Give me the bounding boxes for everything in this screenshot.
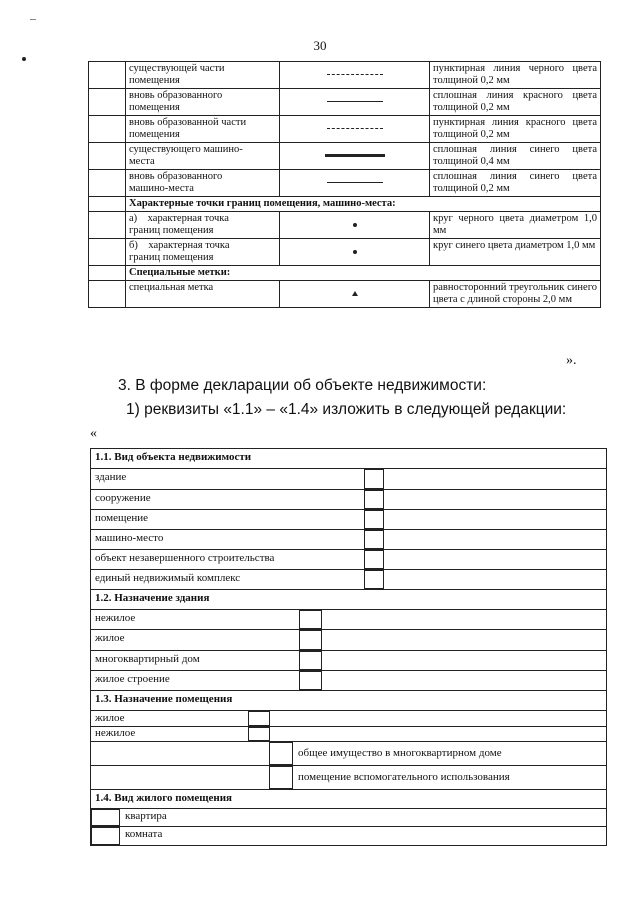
legend-desc: сплошная линия синего цвета толщиной 0,2 мм bbox=[430, 170, 601, 197]
legend-sample bbox=[280, 281, 430, 308]
section-1-2-header bbox=[91, 590, 606, 610]
form-row bbox=[91, 550, 606, 570]
legend-sample bbox=[280, 89, 430, 116]
option-label: жилое bbox=[95, 632, 125, 644]
legend-row bbox=[89, 143, 601, 170]
form-row bbox=[91, 727, 606, 742]
legend-section-row bbox=[89, 266, 601, 281]
legend-name: специальная метка bbox=[126, 281, 280, 308]
legend-sample bbox=[280, 170, 430, 197]
checkbox-complex[interactable] bbox=[364, 570, 384, 589]
checkbox-residential-structure[interactable] bbox=[299, 671, 322, 690]
legend-sample bbox=[280, 212, 430, 239]
scan-mark bbox=[30, 19, 36, 20]
checkbox-apartment-building[interactable] bbox=[299, 651, 322, 670]
checkbox-auxiliary-premises[interactable] bbox=[269, 766, 293, 789]
legend-row bbox=[89, 116, 601, 143]
paragraph-3: 3. В форме декларации об объекте недвижимости: bbox=[118, 377, 487, 394]
option-label: многоквартирный дом bbox=[95, 653, 200, 665]
form-row bbox=[91, 827, 606, 845]
legend-name: существующей части помещения bbox=[126, 62, 280, 89]
option-label: общее имущество в многоквартирном доме bbox=[298, 747, 502, 759]
legend-desc: круг черного цвета диаметром 1,0 мм bbox=[430, 212, 601, 239]
legend-row bbox=[89, 89, 601, 116]
form-row bbox=[91, 742, 606, 766]
checkbox-nonresidential-premises[interactable] bbox=[248, 727, 270, 741]
legend-name: вновь образованного машино-места bbox=[126, 170, 280, 197]
form-row bbox=[91, 530, 606, 550]
triangle-sample bbox=[352, 291, 358, 296]
form-row bbox=[91, 766, 606, 790]
option-label: нежилое bbox=[95, 727, 136, 739]
legend-desc: равносторонний треугольник синего цвета с длиной стороны 2,0 мм bbox=[430, 281, 601, 308]
legend-sample bbox=[280, 116, 430, 143]
section-title: 1.1. Вид объекта недвижимости bbox=[95, 451, 252, 463]
legend-desc: круг синего цвета диаметром 1,0 мм bbox=[430, 239, 601, 266]
section-1-3-header bbox=[91, 691, 606, 711]
legend-desc: пунктирная линия красного цвета толщиной 0,2 мм bbox=[430, 116, 601, 143]
form-row bbox=[91, 711, 606, 727]
scan-dot bbox=[22, 57, 26, 61]
option-label: помещение вспомогательного использования bbox=[298, 771, 510, 783]
option-label: единый недвижимый комплекс bbox=[95, 572, 241, 584]
declaration-form bbox=[90, 448, 607, 846]
legend-sample bbox=[280, 62, 430, 89]
option-label: объект незавершенного строительства bbox=[95, 552, 275, 564]
checkbox-common-property[interactable] bbox=[269, 742, 293, 765]
form-row bbox=[91, 510, 606, 530]
dashed-line-sample bbox=[327, 74, 383, 75]
legend-name: вновь образованной части помещения bbox=[126, 116, 280, 143]
option-label: квартира bbox=[125, 810, 167, 822]
legend-name: существующего машино- места bbox=[126, 143, 280, 170]
checkbox-parking[interactable] bbox=[364, 530, 384, 549]
legend-row bbox=[89, 281, 601, 308]
solid-line-sample bbox=[327, 101, 383, 102]
legend-blank-cell bbox=[89, 143, 126, 170]
solid-line-sample bbox=[327, 182, 383, 183]
legend-desc: пунктирная линия черного цвета толщиной 0,2 мм bbox=[430, 62, 601, 89]
option-label: машино-место bbox=[95, 532, 164, 544]
paragraph-1: 1) реквизиты «1.1» – «1.4» изложить в следующей редакции: bbox=[126, 401, 567, 418]
section-1-1-header bbox=[91, 449, 606, 469]
legend-sample bbox=[280, 143, 430, 170]
form-row bbox=[91, 469, 606, 490]
form-row bbox=[91, 570, 606, 590]
form-row bbox=[91, 809, 606, 827]
form-row bbox=[91, 490, 606, 510]
section-title: 1.2. Назначение здания bbox=[95, 592, 210, 604]
checkbox-room[interactable] bbox=[91, 827, 120, 845]
section-1-4-header bbox=[91, 790, 606, 809]
dashed-line-sample bbox=[327, 128, 383, 129]
legend-section-title: Характерные точки границ помещения, машино-места: bbox=[126, 197, 601, 212]
checkbox-building[interactable] bbox=[364, 469, 384, 489]
option-label: жилое bbox=[95, 712, 125, 724]
legend-row bbox=[89, 239, 601, 266]
checkbox-unfinished[interactable] bbox=[364, 550, 384, 569]
option-label: сооружение bbox=[95, 492, 151, 504]
section-title: 1.3. Назначение помещения bbox=[95, 693, 233, 705]
legend-blank-cell bbox=[89, 89, 126, 116]
page-number: 30 bbox=[313, 38, 327, 53]
option-label: жилое строение bbox=[95, 673, 170, 685]
checkbox-premises[interactable] bbox=[364, 510, 384, 529]
legend-sample bbox=[280, 239, 430, 266]
form-row bbox=[91, 630, 606, 651]
form-row bbox=[91, 651, 606, 671]
legend-desc: сплошная линия красного цвета толщиной 0,2 мм bbox=[430, 89, 601, 116]
option-label: здание bbox=[95, 471, 127, 483]
closing-quote: ». bbox=[566, 353, 577, 368]
legend-row bbox=[89, 170, 601, 197]
legend-name: б) характерная точка границ помещения bbox=[126, 239, 280, 266]
checkbox-structure[interactable] bbox=[364, 490, 384, 509]
legend-row bbox=[89, 212, 601, 239]
option-label: помещение bbox=[95, 512, 149, 524]
option-label: нежилое bbox=[95, 612, 136, 624]
legend-blank-cell bbox=[89, 62, 126, 89]
form-row bbox=[91, 671, 606, 691]
legend-desc: сплошная линия синего цвета толщиной 0,4 мм bbox=[430, 143, 601, 170]
legend-row bbox=[89, 62, 601, 89]
legend-table bbox=[88, 61, 601, 308]
dot-sample bbox=[353, 250, 357, 254]
checkbox-residential-building[interactable] bbox=[299, 630, 322, 650]
form-row bbox=[91, 610, 606, 630]
legend-name: вновь образованного помещения bbox=[126, 89, 280, 116]
option-label: комната bbox=[125, 828, 163, 840]
checkbox-residential-premises[interactable] bbox=[248, 711, 270, 726]
legend-blank-cell bbox=[89, 116, 126, 143]
section-title: 1.4. Вид жилого помещения bbox=[95, 792, 232, 804]
legend-section-title: Специальные метки: bbox=[126, 266, 601, 281]
legend-section-row bbox=[89, 197, 601, 212]
checkbox-nonresidential-building[interactable] bbox=[299, 610, 322, 629]
checkbox-apartment[interactable] bbox=[91, 809, 120, 826]
opening-quote: « bbox=[90, 426, 97, 441]
thick-line-sample bbox=[325, 154, 385, 157]
dot-sample bbox=[353, 223, 357, 227]
legend-name: а) характерная точка границ помещения bbox=[126, 212, 280, 239]
legend-blank-cell bbox=[89, 170, 126, 197]
